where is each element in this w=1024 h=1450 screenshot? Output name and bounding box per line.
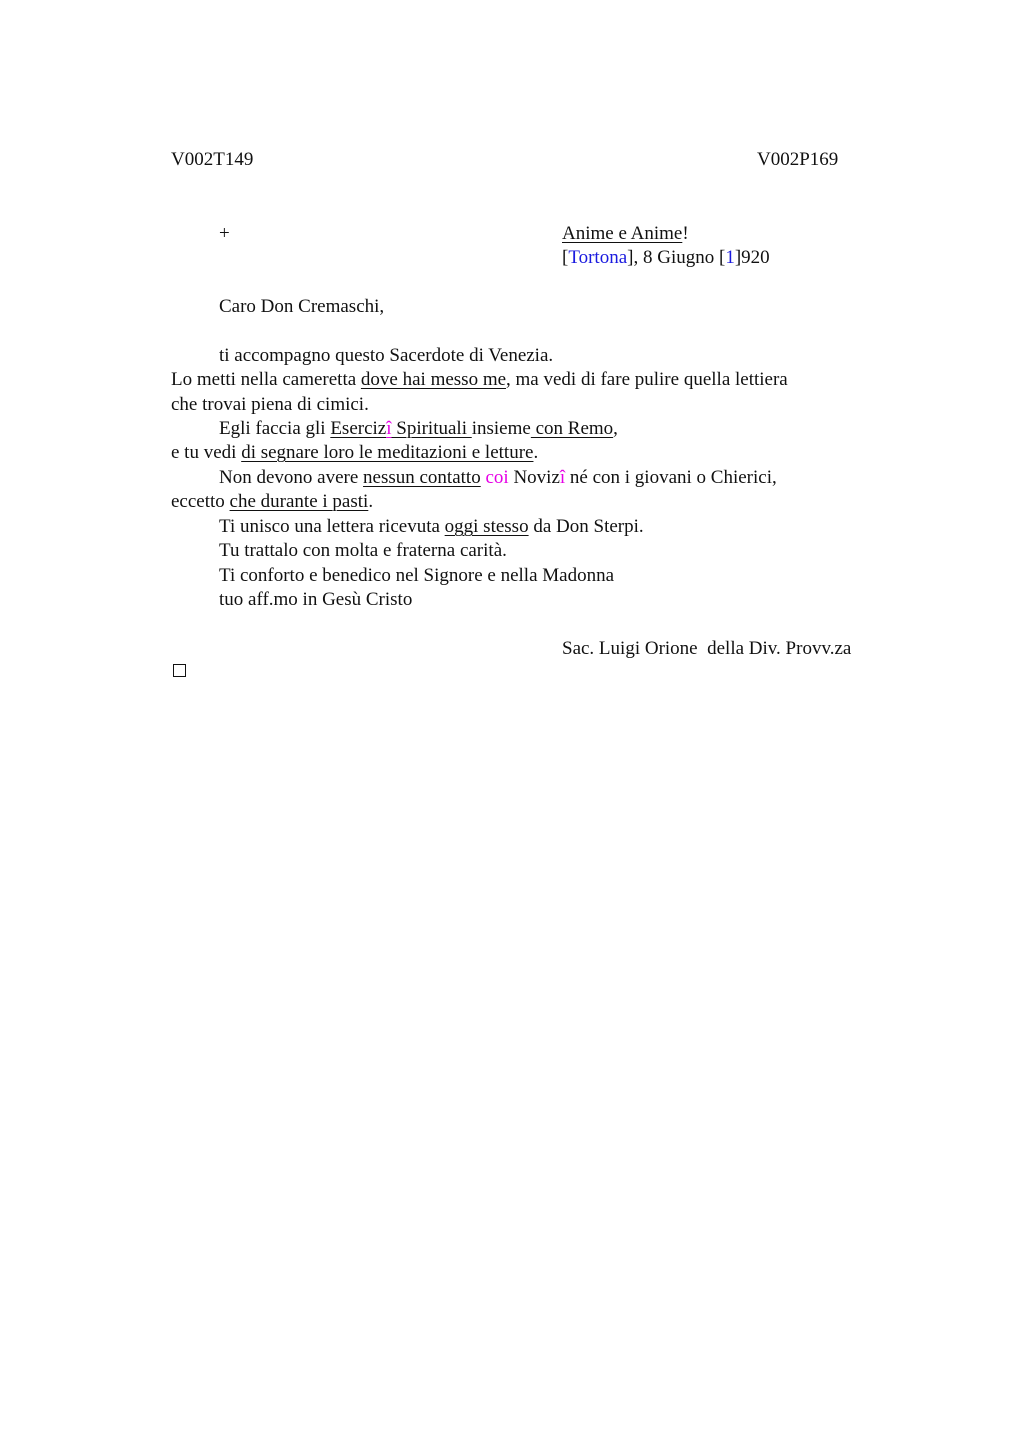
left-reference-code: V002T149: [171, 149, 254, 170]
signature: Sac. Luigi Orione della Div. Provv.za: [562, 638, 852, 659]
text-run: .: [533, 442, 539, 463]
text-run: né con i giovani o Chierici,: [565, 467, 777, 488]
highlighted-run: î: [559, 467, 566, 488]
square-outline-icon: [173, 664, 186, 677]
text-run: Noviz: [508, 467, 560, 488]
motto-line: [562, 224, 689, 243]
text-run: Ti unisco una lettera ricevuta: [219, 516, 445, 537]
underlined-run: nessun contatto: [363, 467, 481, 488]
body-line-3: che trovai piena di cimici.: [171, 394, 369, 415]
underlined-run: Spirituali: [391, 418, 472, 439]
text-run: ,: [613, 418, 618, 439]
motto-exclamation: !: [682, 223, 689, 244]
dateline-bracket: [: [562, 247, 569, 268]
underlined-run: oggi stesso: [444, 516, 529, 537]
underlined-run: che durante i pasti: [229, 491, 369, 512]
body-line-8: [219, 517, 644, 536]
underlined-run: con Remo: [530, 418, 614, 439]
body-line-5: [171, 443, 538, 462]
text-run: Lo metti nella cameretta: [171, 369, 361, 390]
underlined-run: di segnare loro le meditazioni e letture: [241, 442, 534, 463]
text-run: .: [368, 491, 374, 512]
body-line-7: [171, 492, 373, 511]
dateline-date: ], 8 Giugno [: [627, 247, 726, 268]
dateline-place: Tortona: [568, 247, 628, 268]
text-run: eccetto: [171, 491, 230, 512]
body-line-9: Tu trattalo con molta e fraterna carità.: [219, 540, 507, 561]
text-run: Egli faccia gli: [219, 418, 331, 439]
body-line-10: Ti conforto e benedico nel Signore e nella Madonna: [219, 565, 615, 586]
right-reference-code: V002P169: [757, 149, 839, 170]
underlined-run: Eserciz: [330, 418, 387, 439]
cross-mark: +: [219, 223, 230, 244]
salutation: Caro Don Cremaschi,: [219, 296, 385, 317]
body-line-1: ti accompagno questo Sacerdote di Venezia.: [219, 345, 554, 366]
body-line-6: [219, 468, 777, 487]
motto-text: Anime e Anime: [562, 223, 683, 244]
text-run: da Don Sterpi.: [528, 516, 644, 537]
text-run: e tu vedi: [171, 442, 242, 463]
body-line-2: [171, 370, 788, 389]
highlighted-run: coi: [485, 467, 509, 488]
body-line-4: [219, 419, 618, 438]
body-line-11: tuo aff.mo in Gesù Cristo: [219, 589, 413, 610]
text-run: Non devono avere: [219, 467, 364, 488]
dateline-year: ]920: [734, 247, 770, 268]
underlined-run: dove hai messo me: [360, 369, 507, 390]
text-run: insieme: [471, 418, 531, 439]
dateline: [562, 248, 770, 267]
text-run: , ma vedi di fare pulire quella lettiera: [506, 369, 788, 390]
dateline-year-digit: 1: [725, 247, 735, 268]
highlighted-run: î: [386, 418, 392, 439]
